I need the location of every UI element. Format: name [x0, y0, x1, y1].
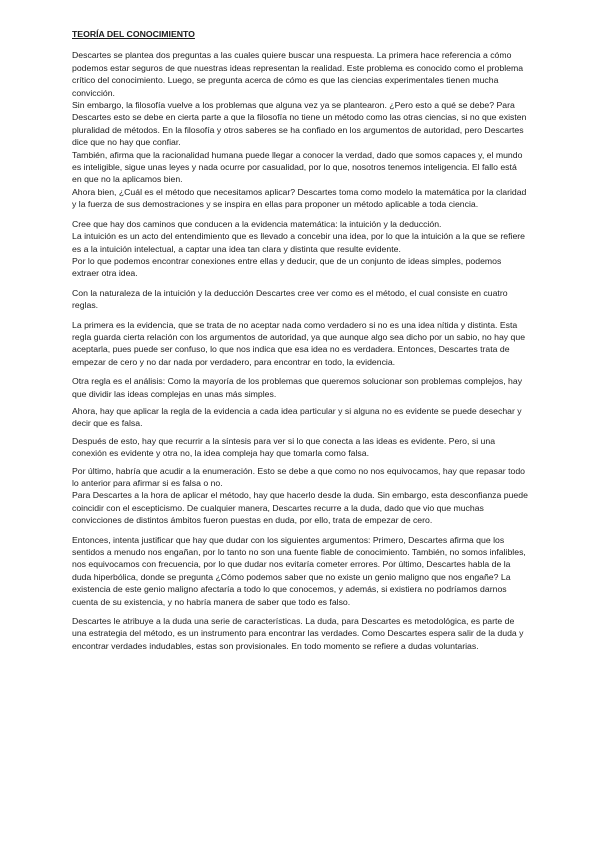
paragraph: Sin embargo, la filosofía vuelve a los problemas que alguna vez ya se plantearon. ¿Pero esto a qué se debe? Para Descartes esto se debe en cierta parte a que la filosofía no tiene un método como las otras ciencias, si no que existen pluralidad de métodos. En la filosofía y otros saberes se ha confiado en los argumentos de autoridad, pero Descartes dice que no hay que confiar.: [72, 100, 527, 148]
paragraph: Para Descartes a la hora de aplicar el método, hay que hacerlo desde la duda. Sin embargo, esta desconfianza puede coincidir con el escepticismo. De cualquier manera, Descartes recurre a la duda, dado que vio que muchas convicciones de distintos ámbitos fueron puestas en duda, por ello, trata de empezar de cero.: [72, 490, 528, 526]
section-argumentos-duda: [72, 534, 528, 608]
section-aplicar-evidencia: [72, 405, 528, 430]
paragraph: Descartes se plantea dos preguntas a las cuales quiere buscar una respuesta. La primera hace referencia a cómo podemos estar seguros de que nuestras ideas representan la realidad. Este problema es conocido como el problema crítico del conocimiento. Luego, se pregunta acerca de cómo es que las ciencias experimentales tienen mucha convicción.: [72, 50, 524, 98]
section-sintesis: [72, 435, 528, 460]
paragraph: La primera es la evidencia, que se trata de no aceptar nada como verdadero si no es una idea nítida y distinta. Esta regla guarda cierta relación con los argumentos de autoridad, ya que aunque algo sea dicho por un sabio, no hay que aceptarla, pues puede ser confuso, lo que nos indica que esa idea no es verdadera. Entonces, Descartes trata de empezar de cero y no dar nada por verdadero, para encontrar en todo, la evidencia.: [72, 319, 526, 367]
paragraph: Ahora bien, ¿Cuál es el método que necesitamos aplicar? Descartes toma como modelo la matemática por la claridad y la fuerza de sus demostraciones y se inspira en ellas para proponer un método aplicable a toda ciencia.: [72, 186, 527, 210]
section-analisis: [72, 375, 528, 400]
section-intuicion-deduccion: [72, 218, 528, 280]
paragraph: Cree que hay dos caminos que conducen a la evidencia matemática: la intuición y la deducción.: [72, 218, 442, 229]
paragraph: También, afirma que la racionalidad humana puede llegar a conocer la verdad, dado que somos capaces y, el mundo es inteligible, sigue unas leyes y nada ocurre por casualidad, por lo que, nosotros tenemos inteligencia. El fallo está en que no la aplicamos bien.: [72, 149, 523, 185]
section-intro: [72, 49, 528, 210]
paragraph: Descartes le atribuye a la duda una serie de características. La duda, para Descartes es metodológica, es parte de una estrategia del método, es un instrumento para encontrar las verdades. Como Descartes espera salir de la duda y encontrar verdades indudables, estas son provisionales. En todo momento se refiere a dudas voluntarias.: [72, 616, 524, 651]
document-title: TEORÍA DEL CONOCIMIENTO: [72, 29, 195, 39]
paragraph: Por lo que podemos encontrar conexiones entre ellas y deducir, que de un conjunto de ideas simples, podemos extraer otra idea.: [72, 255, 502, 279]
paragraph: Por último, habría que acudir a la enumeración. Esto se debe a que como no nos equivocamos, hay que repasar todo lo anterior para afirmar si es falsa o no.: [72, 465, 525, 488]
paragraph: Otra regla es el análisis: Como la mayoría de los problemas que queremos solucionar son problemas complejos, hay que dividir las ideas complejas en unas más simples.: [72, 376, 523, 399]
paragraph: Ahora, hay que aplicar la regla de la evidencia a cada idea particular y si alguna no es evidente se puede desechar y decir que es falsa.: [72, 405, 522, 429]
paragraph: La intuición es un acto del entendimiento que es llevado a concebir una idea, por lo que la intuición a la que se refiere es a la intuición intelectual, a captar una idea tan clara y distinta que resulte evidente.: [72, 231, 526, 254]
section-evidencia: [72, 319, 528, 369]
paragraph: Entonces, intenta justificar que hay que dudar con los siguientes argumentos: Primero, Descartes afirma que los sentidos a menudo nos engañan, por lo tanto no son una fuente fiable de conocimiento. También, no somos infalibles, nos equivocamos con frecuencia, por lo que dudar nos evitaría cometer errores. Por último, Descartes habla de la duda hiperbólica, donde se pregunta ¿Cómo podemos saber que no existe un genio maligno que nos engañe? La existencia de este genio maligno afectaría a todo lo que conocemos, y además, si existiera no podríamos darnos cuenta de su existencia, y no habría manera de saber que todo es falso.: [72, 534, 526, 607]
paragraph: Después de esto, hay que recurrir a la síntesis para ver si lo que conecta a las ideas es evidente. Pero, si una conexión es evidente y otra no, la idea compleja hay que tomarla como falsa.: [72, 435, 496, 459]
section-caracteristicas-duda: [72, 615, 528, 652]
paragraph: Con la naturaleza de la intuición y la deducción Descartes cree ver como es el método, el cual consiste en cuatro reglas.: [72, 287, 508, 311]
section-enumeracion-duda: [72, 465, 528, 527]
section-cuatro-reglas: [72, 287, 528, 312]
